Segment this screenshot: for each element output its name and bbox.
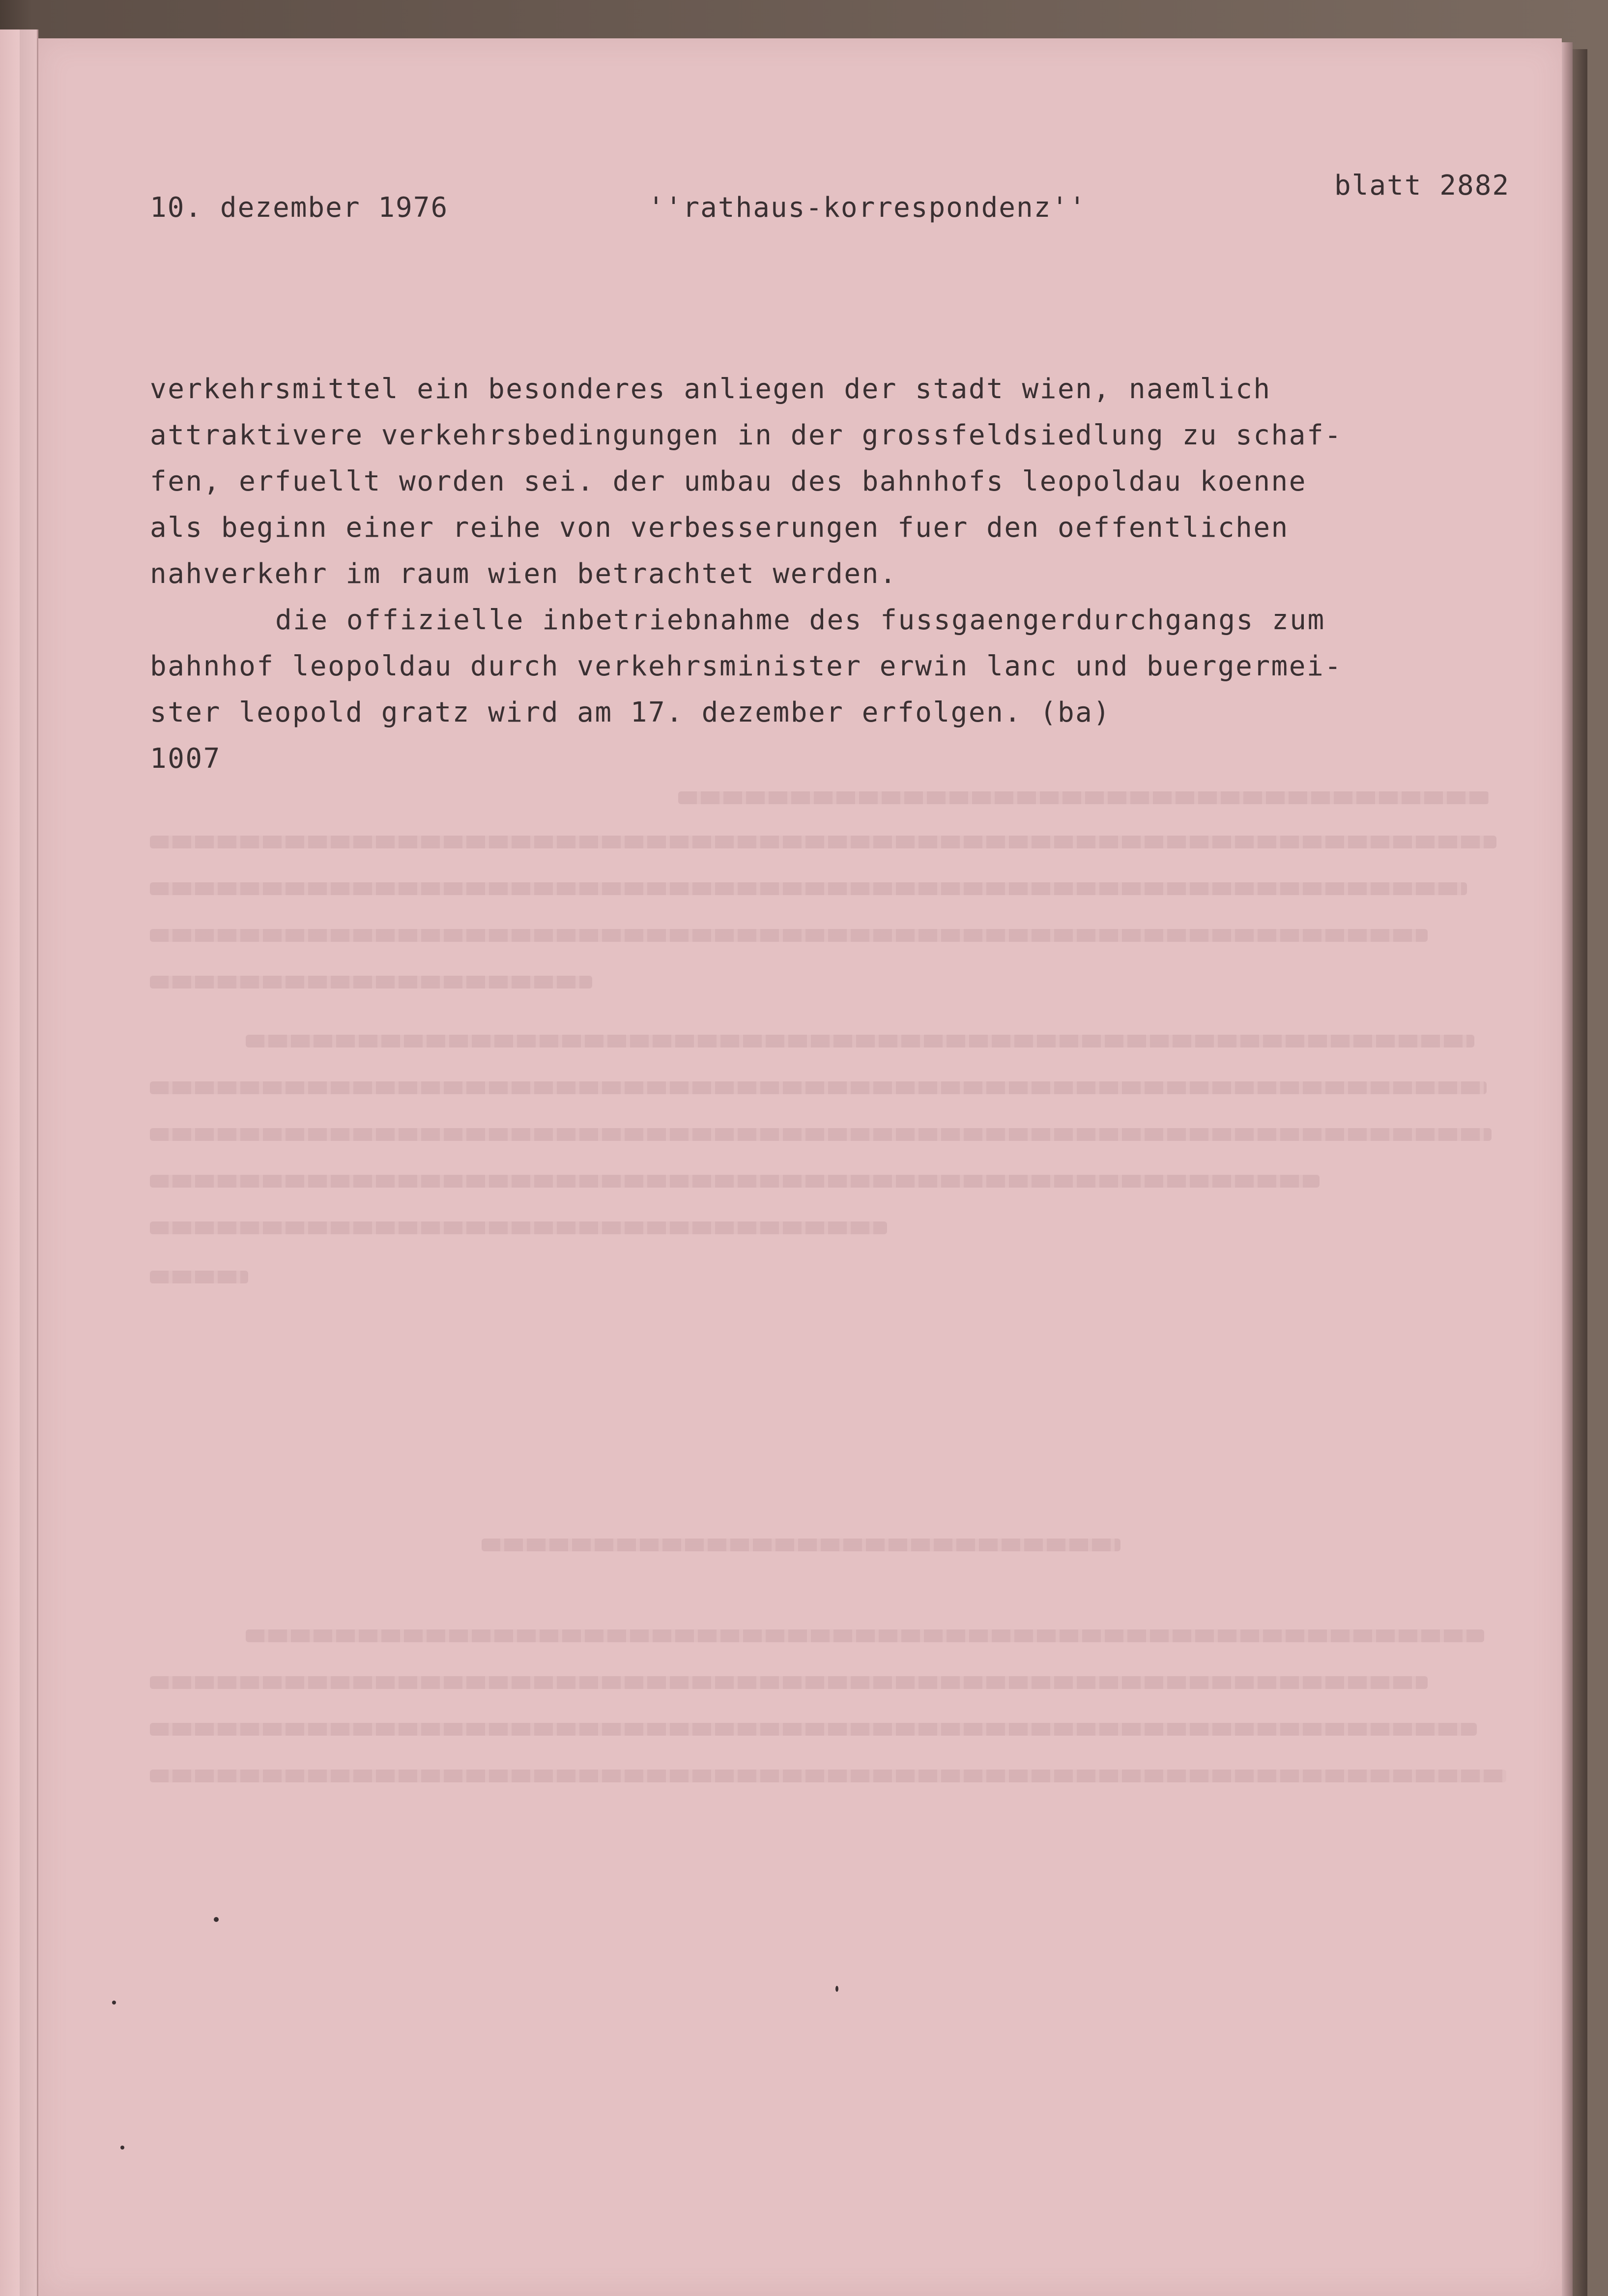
body-line: die offizielle inbetriebnahme des fussgaengerdurchgangs zum — [275, 604, 1325, 636]
body-line: bahnhof leopoldau durch verkehrsminister erwin lanc und buergermei- — [150, 650, 1343, 682]
previous-page-highlight — [0, 29, 20, 2296]
ink-speck — [214, 1917, 219, 1922]
reference-number: 1007 — [150, 743, 221, 775]
body-line: attraktivere verkehrsbedingungen in der grossfeldsiedlung zu schaf- — [150, 419, 1343, 451]
body-line: fen, erfuellt worden sei. der umbau des bahnhofs leopoldau koenne — [150, 465, 1307, 497]
header-date: 10. dezember 1976 — [150, 192, 449, 224]
page-right-edge — [1562, 42, 1573, 2296]
body-line: ster leopold gratz wird am 17. dezember erfolgen. (ba) — [150, 697, 1111, 728]
body-line: als beginn einer reihe von verbesserungen fuer den oeffentlichen — [150, 512, 1289, 544]
header-title: ''rathaus-korrespondenz'' — [648, 192, 1087, 224]
ink-speck — [120, 2146, 124, 2150]
ink-speck — [835, 1986, 838, 1992]
body-line: verkehrsmittel ein besonderes anliegen der stadt wien, naemlich — [150, 373, 1271, 405]
binding-spine — [1573, 49, 1587, 2296]
body-line: nahverkehr im raum wien betrachtet werden. — [150, 558, 898, 590]
header-page-number: blatt 2882 — [1334, 170, 1510, 202]
body-text — [150, 366, 1516, 782]
ink-speck — [112, 2001, 116, 2005]
